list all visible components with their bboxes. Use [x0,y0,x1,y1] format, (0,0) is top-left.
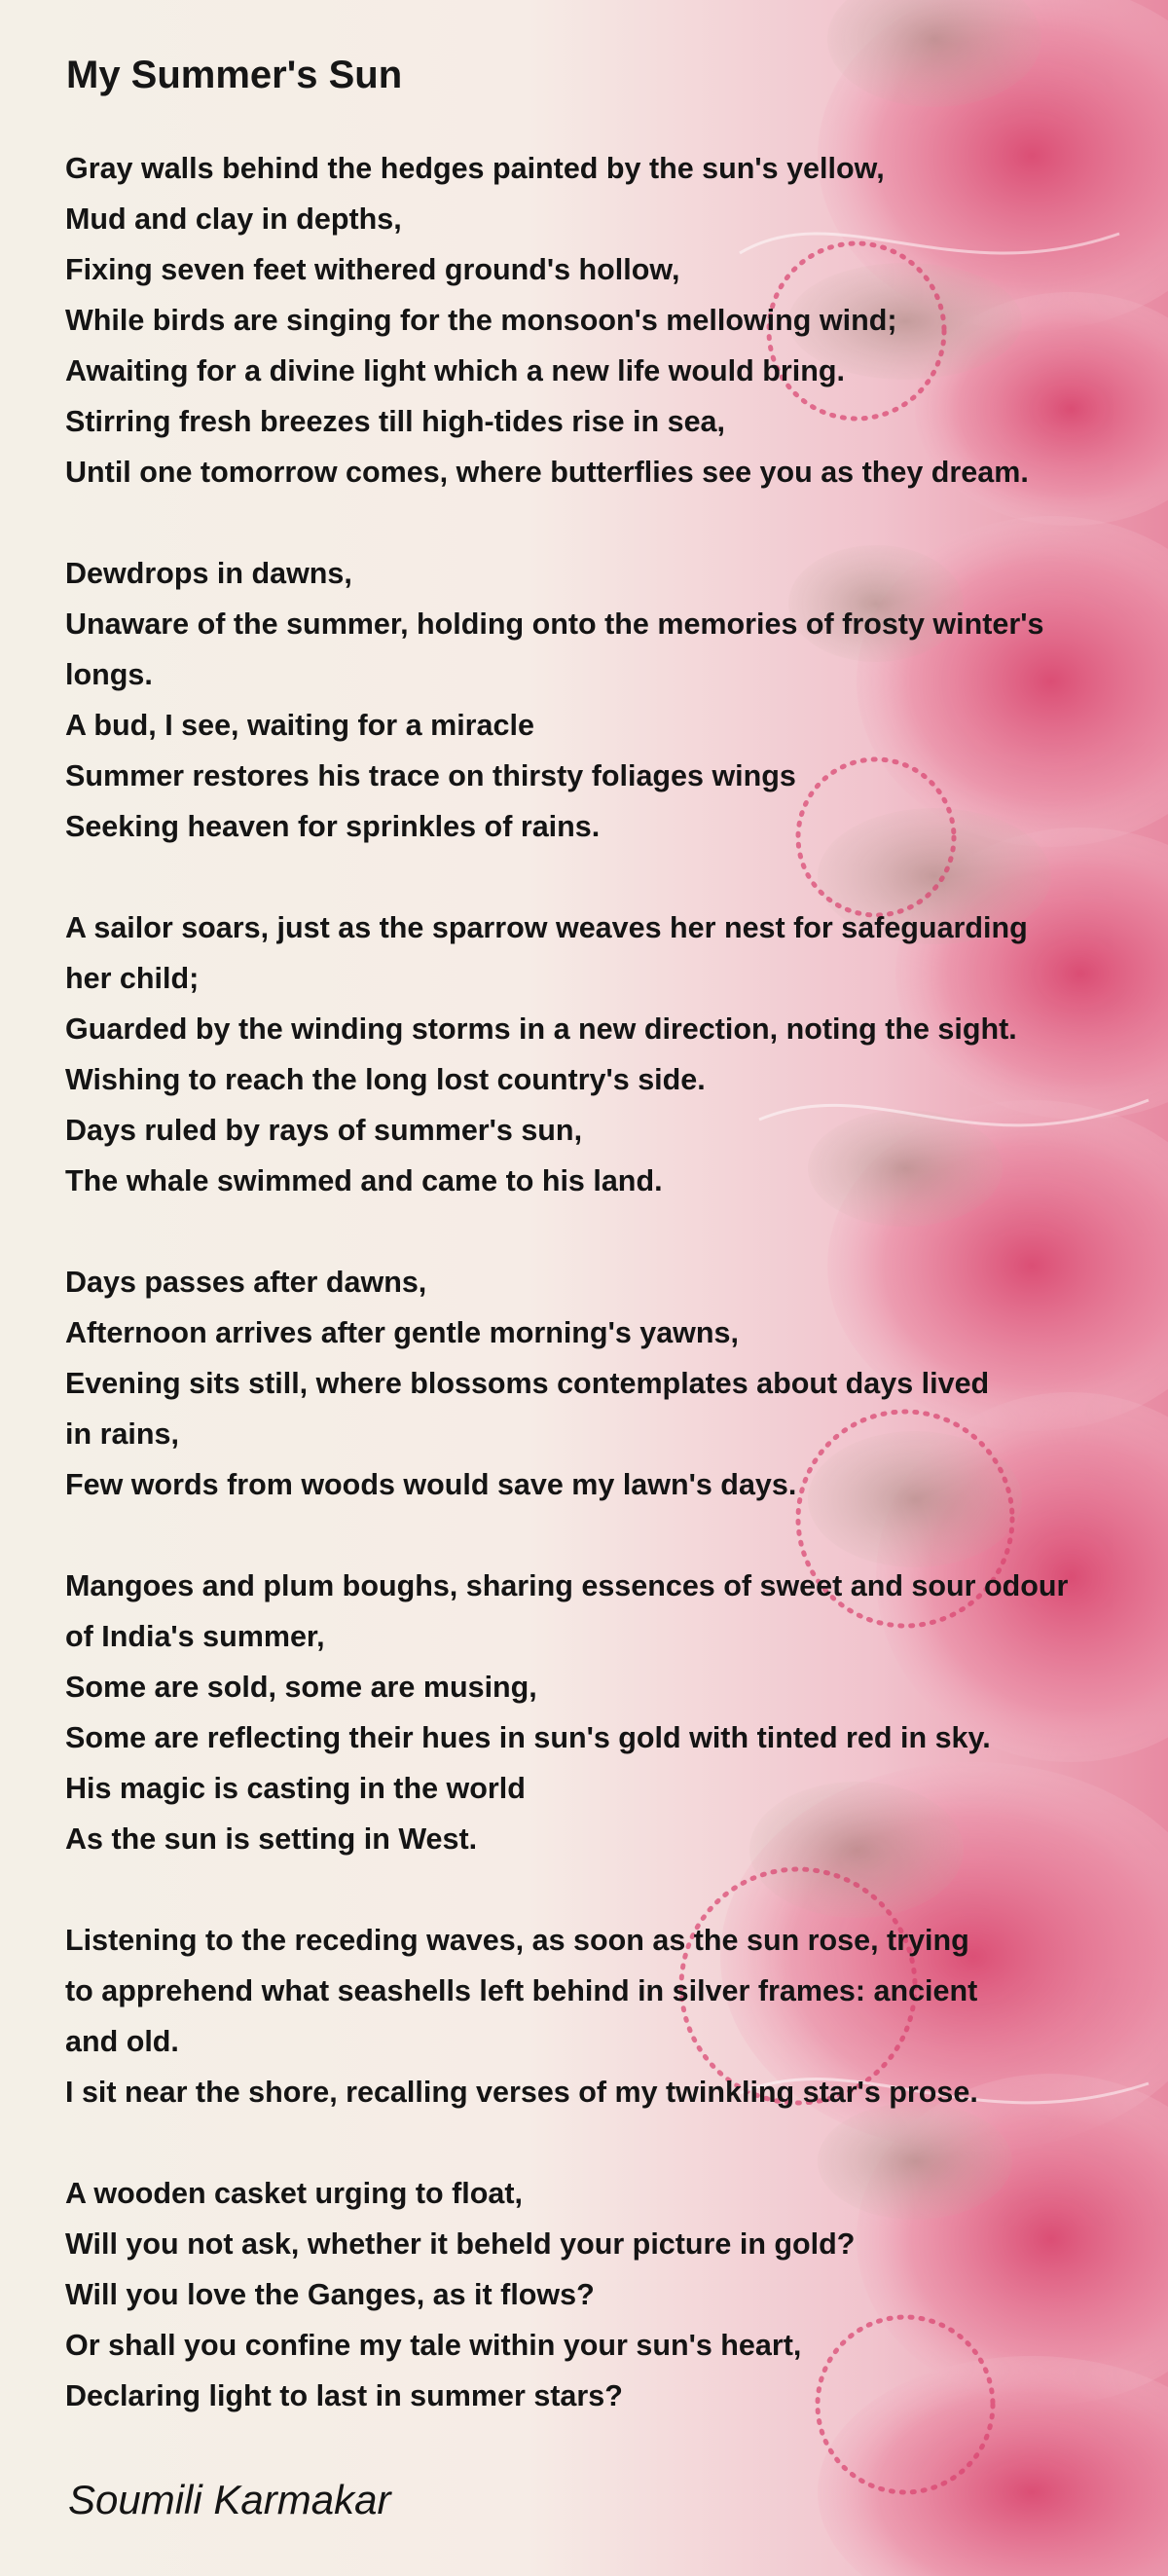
poem-line: Evening sits still, where blossoms contemplates about days lived [65,1367,990,1400]
stanza [65,1915,1155,2117]
poem-line: His magic is casting in the world [65,1772,526,1805]
poem-line: Will you not ask, whether it beheld your picture in gold? [65,2227,856,2261]
poem-line: While birds are singing for the monsoon's mellowing wind; [65,304,897,337]
poem-line: to apprehend what seashells left behind in silver frames: ancient [65,1974,978,2007]
poem-line: Afternoon arrives after gentle morning's yawns, [65,1316,739,1349]
poem-line: As the sun is setting in West. [65,1822,478,1856]
stanza [65,1561,1155,1864]
poem-line: Summer restores his trace on thirsty foliages wings [65,759,796,792]
poem-line: Stirring fresh breezes till high-tides rise in sea, [65,405,725,438]
poem-line: A bud, I see, waiting for a miracle [65,709,534,742]
poem-title: My Summer's Sun [66,54,403,96]
poem-line: Days ruled by rays of summer's sun, [65,1114,583,1147]
poem-line: and old. [65,2025,179,2058]
stanza [65,143,1155,497]
poem-line: Some are reflecting their hues in sun's gold with tinted red in sky. [65,1721,991,1754]
poem-line: Gray walls behind the hedges painted by the sun's yellow, [65,152,885,185]
poem-line: A wooden casket urging to float, [65,2177,523,2210]
poem-line: of India's summer, [65,1620,325,1653]
poem-line: Unaware of the summer, holding onto the memories of frosty winter's [65,607,1044,641]
poem-line: A sailor soars, just as the sparrow weaves her nest for safeguarding [65,911,1028,944]
poem-line: Some are sold, some are musing, [65,1671,537,1704]
poem-line: I sit near the shore, recalling verses of my twinkling star's prose. [65,2076,978,2109]
poem-line: Wishing to reach the long lost country's side. [65,1063,706,1096]
poem-author: Soumili Karmakar [68,2477,391,2522]
poem-line: Until one tomorrow comes, where butterflies see you as they dream. [65,456,1029,489]
poem-line: Awaiting for a divine light which a new life would bring. [65,354,845,387]
poem-line: her child; [65,962,200,995]
poem-line: Fixing seven feet withered ground's hollow, [65,253,680,286]
stanza [65,902,1155,1206]
poem-line: Mud and clay in depths, [65,202,402,236]
stanza [65,1257,1155,1510]
poem-line: Or shall you confine my tale within your sun's heart, [65,2329,802,2362]
poem-line: Listening to the receding waves, as soon as the sun rose, trying [65,1924,969,1957]
poem-line: Will you love the Ganges, as it flows? [65,2278,595,2311]
poem-line: Dewdrops in dawns, [65,557,352,590]
poem-body [65,143,1155,2472]
stanza [65,2168,1155,2421]
poem-line: longs. [65,658,153,691]
stanza [65,548,1155,852]
poem-line: Mangoes and plum boughs, sharing essences of sweet and sour odour [65,1569,1069,1602]
poem-line: Days passes after dawns, [65,1266,427,1299]
poem-line: Declaring light to last in summer stars? [65,2379,623,2412]
poem-line: Seeking heaven for sprinkles of rains. [65,810,601,843]
poem-line: Few words from woods would save my lawn's days. [65,1468,797,1501]
poem-line: Guarded by the winding storms in a new direction, noting the sight. [65,1012,1017,1046]
poem-line: in rains, [65,1417,179,1451]
poem-line: The whale swimmed and came to his land. [65,1164,663,1197]
